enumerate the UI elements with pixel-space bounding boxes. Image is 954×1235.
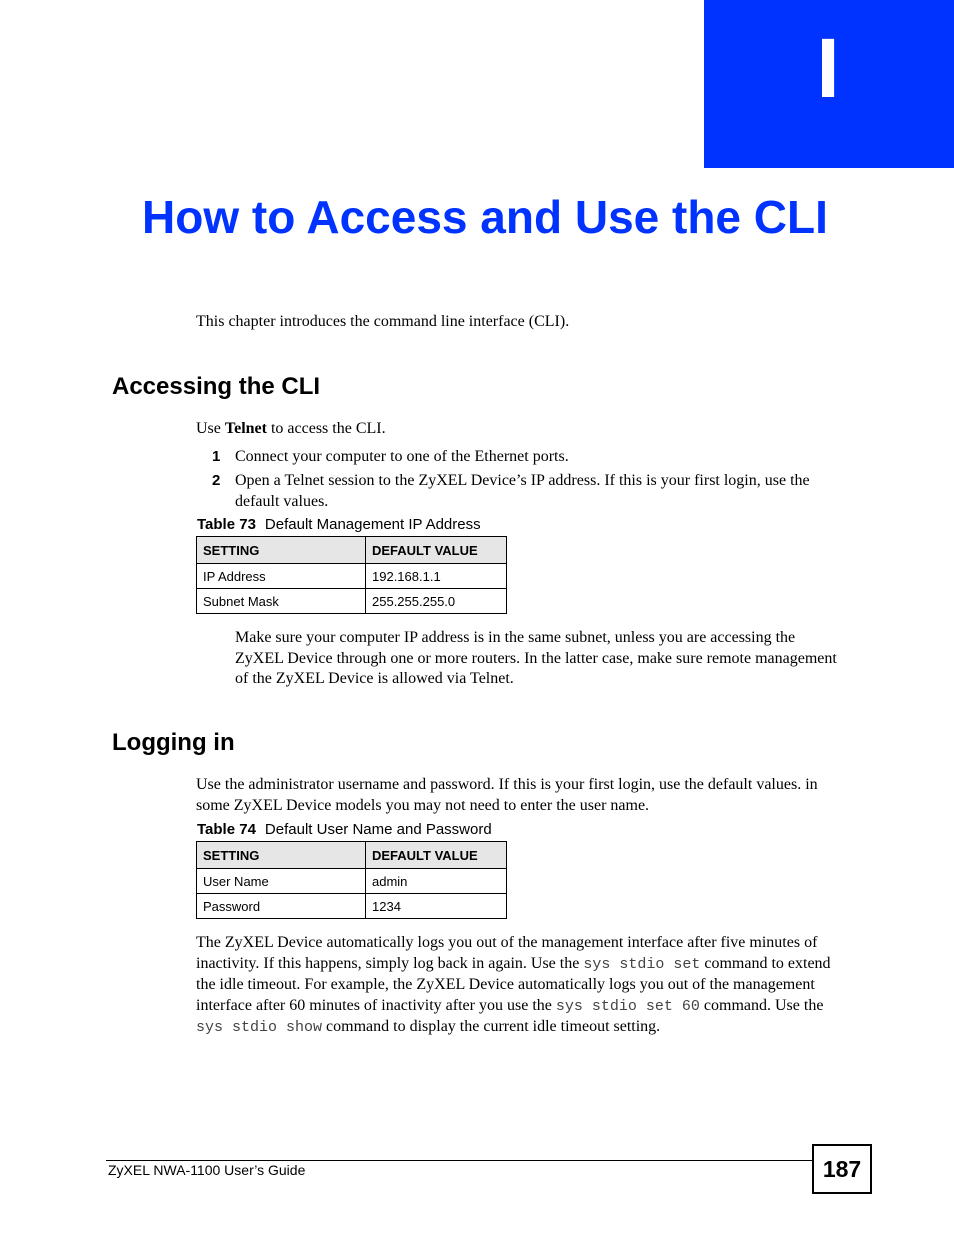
- timeout-text: command. Use the: [699, 996, 824, 1014]
- table-header-row: [197, 842, 507, 869]
- default-ip-table: [196, 536, 507, 614]
- command-sys-stdio-set: sys stdio set: [583, 955, 701, 973]
- step-number: 1: [212, 448, 221, 465]
- timeout-text: command to display the current idle timeout setting.: [322, 1018, 661, 1035]
- chapter-letter-tab: [704, 0, 954, 168]
- table-caption-text: Default Management IP Address: [264, 516, 481, 533]
- timeout-text: command to extend the idle timeout. For example, the ZyXEL Device automatically logs you out of the management interface after 60 minutes of inactivity after you use the: [196, 954, 831, 1014]
- subnet-note: Make sure your computer IP address is in the same subnet, unless you are accessing the ZyXEL Device through one or more routers. In the latter case, make sure remote management of the ZyXEL Device is allowed via Telnet.: [235, 629, 837, 687]
- table-header-row: [197, 537, 507, 564]
- table-row: [197, 564, 507, 589]
- table-header-cell: SETTING: [197, 842, 366, 869]
- accessing-intro: [196, 419, 836, 440]
- table-row: [197, 894, 507, 919]
- page-number-text: 187: [822, 1156, 862, 1182]
- table-cell: admin: [366, 869, 507, 894]
- table-label: Table 74: [197, 821, 256, 838]
- table-row: [197, 589, 507, 614]
- logging-intro: Use the administrator username and password. If this is your first login, use the default values. in some ZyXEL Device models you may not need to enter the user name.: [196, 776, 818, 814]
- accessing-intro-suffix: to access the CLI.: [266, 420, 386, 437]
- table-cell: Subnet Mask: [197, 589, 366, 614]
- table-cell: IP Address: [197, 564, 366, 589]
- telnet-emphasis: Telnet: [224, 420, 267, 437]
- timeout-text: The ZyXEL Device automatically logs you out of the management interface after five minutes of inactivity. If this happens, simply log back in again. Use the: [196, 934, 818, 972]
- chapter-intro: This chapter introduces the command line interface (CLI).: [196, 313, 570, 330]
- table-header-cell: DEFAULT VALUE: [366, 537, 507, 564]
- command-sys-stdio-show: sys stdio show: [196, 1019, 323, 1036]
- section-heading-logging: Logging in: [112, 729, 235, 756]
- table-cell: User Name: [197, 869, 366, 894]
- table-label: Table 73: [197, 516, 256, 533]
- table-cell: 192.168.1.1: [366, 564, 507, 589]
- table-row: [197, 869, 507, 894]
- page-number: [812, 1144, 872, 1194]
- chapter-title: How to Access and Use the CLI: [142, 191, 828, 243]
- table-cell: 255.255.255.0: [366, 589, 507, 614]
- table-cell: Password: [197, 894, 366, 919]
- step-text: Open a Telnet session to the ZyXEL Device’s IP address. If this is your first login, use the default values.: [235, 472, 810, 510]
- command-sys-stdio-set-60: sys stdio set 60: [555, 997, 700, 1015]
- table-caption-text: Default User Name and Password: [264, 821, 492, 838]
- step-number: 2: [212, 472, 221, 489]
- timeout-paragraph: [196, 933, 840, 1039]
- table-header-cell: SETTING: [197, 537, 366, 564]
- footer-guide-title: ZyXEL NWA-1100 User’s Guide: [108, 1162, 306, 1178]
- table-74-caption: [197, 821, 492, 838]
- table-73-caption: [197, 516, 481, 533]
- table-header-cell: DEFAULT VALUE: [366, 842, 507, 869]
- step-text: Connect your computer to one of the Ethernet ports.: [235, 448, 569, 465]
- chapter-letter: I: [816, 21, 840, 115]
- footer-divider: [106, 1160, 812, 1161]
- accessing-intro-prefix: Use: [196, 420, 225, 437]
- section-heading-accessing: Accessing the CLI: [112, 373, 321, 400]
- default-login-table: [196, 841, 507, 919]
- table-cell: 1234: [366, 894, 507, 919]
